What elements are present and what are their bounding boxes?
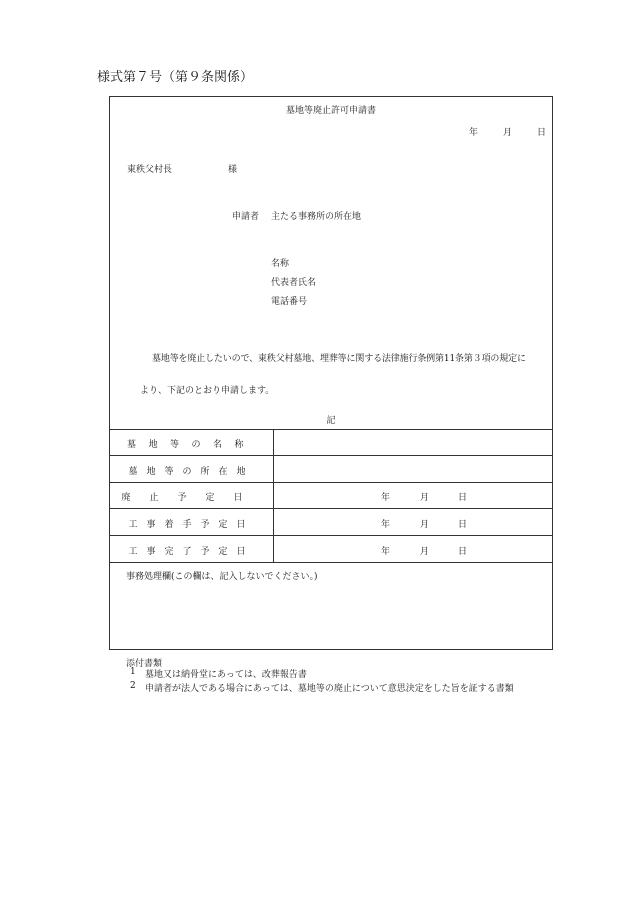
abolition-day-label: 日 [458,493,468,503]
table-row-label [110,544,273,557]
form-title: 墓地等廃止許可申請書 [285,106,376,116]
addressee-name: 東秩父村長 [127,165,173,175]
construction-start-year-label: 年 [381,520,391,530]
row-label-cemetery-name: 墓地等の名称 [126,440,256,450]
construction-end-month-label: 月 [420,547,430,557]
applicant-address-label: 主たる事務所の所在地 [271,212,362,222]
construction-start-month-label: 月 [420,520,430,530]
body-text-line2: より、下記のとおり申請します。 [140,386,275,396]
table-row-label [110,490,273,503]
form-number: 様式第７号（第９条関係） [97,70,254,85]
date-year-label: 年 [469,128,479,138]
applicant-label: 申請者 [232,212,260,222]
date-day-label: 日 [537,128,547,138]
table-row-label [110,464,273,477]
table-row-divider [110,508,552,509]
attachments-heading: 添付書類 [126,659,163,669]
construction-start-day-label: 日 [458,520,468,530]
row-label-construction-end-date: 工事完了予定日 [128,547,255,557]
table-row-divider [110,535,552,536]
table-row-divider [110,482,552,483]
addressee-honorific: 様 [228,165,238,175]
construction-end-day-label: 日 [458,547,468,557]
attachment-item-number: 1 [130,667,136,677]
row-label-cemetery-location: 墓地等の所在地 [128,467,255,477]
attachment-item-number: 2 [130,681,136,691]
office-use-label: 事務処理欄(この欄は、記入しないでください。) [126,572,318,582]
cemetery-location-field[interactable] [274,456,553,482]
applicant-name-label: 名称 [271,259,290,269]
attachment-item-text: 申請者が法人である場合にあっては、墓地等の廃止について意思決定をした旨を証する書類 [145,684,514,694]
body-text-line1: 墓地等を廃止したいので、東秩父村墓地、埋葬等に関する法律施行条例第11条第３項の規定に [152,354,526,364]
attachment-item-text: 墓地又は納骨堂にあっては、改葬報告書 [145,670,307,680]
table-row-label [110,437,273,450]
date-month-label: 月 [503,128,513,138]
row-label-abolition-date: 廃止予定日 [121,493,262,503]
application-form [109,96,553,650]
row-label-construction-start-date: 工事着手予定日 [128,520,255,530]
abolition-year-label: 年 [381,493,391,503]
ki-heading: 記 [326,416,336,426]
abolition-month-label: 月 [420,493,430,503]
cemetery-name-field[interactable] [274,430,553,455]
applicant-representative-label: 代表者氏名 [271,278,317,288]
construction-end-year-label: 年 [381,547,391,557]
table-row-label [110,517,273,530]
table-row-divider [110,562,552,563]
applicant-phone-label: 電話番号 [271,297,308,307]
